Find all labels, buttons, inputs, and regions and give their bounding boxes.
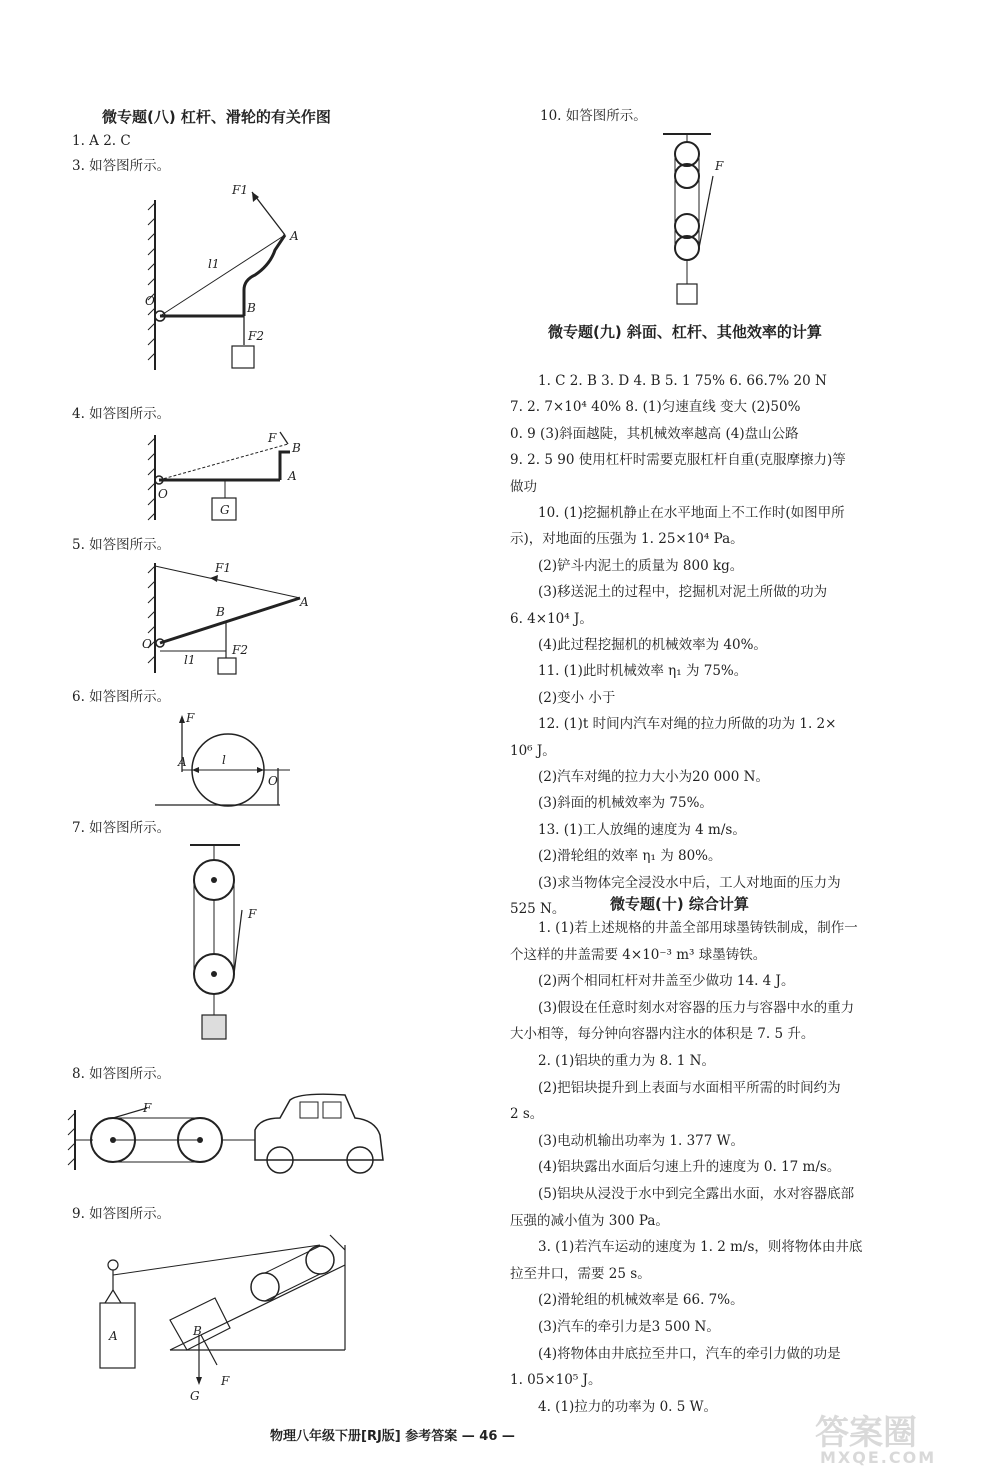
label-A: A: [288, 469, 297, 483]
answer-line: (2)铲斗内泥土的质量为 800 kg。: [538, 557, 744, 574]
answer-line: (2)滑轮组的机械效率是 66. 7%。: [538, 1292, 744, 1309]
answer-q1-2: 1. A 2. C: [72, 133, 131, 149]
answer-line: 12. (1)t 时间内汽车对绳的拉力所做的功为 1. 2×: [538, 716, 837, 733]
label-B: B: [193, 1324, 202, 1338]
answer-line: (4)铝块露出水面后匀速上升的速度为 0. 17 m/s。: [538, 1159, 841, 1176]
answer-line: 9. 2. 5 90 使用杠杆时需要克服杠杆自重(克服摩擦力)等: [510, 452, 846, 469]
label-F: F: [268, 431, 277, 445]
answer-line: 拉至井口，需要 25 s。: [510, 1265, 651, 1282]
answer-q5: 5. 如答图所示。: [72, 537, 171, 553]
answer-line: (5)铝块从浸没于水中到完全露出水面，水对容器底部: [538, 1186, 855, 1202]
answer-line: 示)，对地面的压强为 1. 25×10⁴ Pa。: [510, 531, 744, 548]
answer-line: 压强的减小值为 300 Pa。: [510, 1212, 669, 1229]
figure-q4-lever: [140, 430, 310, 534]
answer-line: 525 N。: [510, 901, 566, 917]
answer-line: 1. (1)若上述规格的井盖全部用球墨铸铁制成，制作一: [538, 920, 858, 936]
answer-line: 0. 9 (3)斜面越陡，其机械效率越高 (4)盘山公路: [510, 425, 799, 442]
answer-q6: 6. 如答图所示。: [72, 689, 171, 705]
label-F2: F2: [248, 329, 264, 343]
label-A: A: [300, 595, 309, 609]
watermark-logo: 答案圈: [815, 1413, 917, 1453]
section-heading-9: 微专题(九) 斜面、杠杆、其他效率的计算: [548, 323, 822, 341]
answer-line: 10⁶ J。: [510, 742, 556, 759]
label-B: B: [247, 301, 256, 315]
label-F: F: [186, 711, 195, 725]
label-O: O: [268, 774, 278, 788]
label-O: O: [142, 637, 152, 651]
page-footer: 物理八年级下册[RJ版] 参考答案 — 46 —: [270, 1429, 515, 1444]
label-F1: F1: [215, 561, 231, 575]
section-heading-8: 微专题(八) 杠杆、滑轮的有关作图: [102, 108, 331, 126]
label-G: G: [220, 503, 230, 517]
figure-q3-lever: [140, 180, 310, 404]
answer-line: (4)将物体由井底拉至井口，汽车的牵引力做的功是: [538, 1345, 841, 1362]
label-O: O: [145, 294, 155, 308]
answer-line: (3)求当物体完全浸没水中后，工人对地面的压力为: [538, 874, 841, 891]
answer-q7: 7. 如答图所示。: [72, 820, 171, 836]
answer-line: 1. C 2. B 3. D 4. B 5. 1 75% 6. 66.7% 20 N: [538, 373, 827, 389]
answer-line: 11. (1)此时机械效率 η₁ 为 75%。: [538, 663, 748, 680]
answer-line: 13. (1)工人放绳的速度为 4 m/s。: [538, 821, 746, 838]
label-F1: F1: [232, 183, 248, 197]
answer-q8: 8. 如答图所示。: [72, 1066, 171, 1082]
label-l1: l1: [184, 653, 196, 667]
label-B: B: [292, 441, 301, 455]
label-A: A: [290, 229, 299, 243]
label-G: G: [190, 1389, 200, 1403]
answer-line: (2)变小 小于: [538, 689, 616, 706]
label-F2: F2: [232, 643, 248, 657]
answer-line: (2)滑轮组的效率 η₁ 为 80%。: [538, 848, 722, 865]
answer-line: 个这样的井盖需要 4×10⁻³ m³ 球墨铸铁。: [510, 946, 767, 963]
section-heading-10: 微专题(十) 综合计算: [610, 895, 749, 913]
answer-line: 3. (1)若汽车运动的速度为 1. 2 m/s，则将物体由井底: [538, 1239, 863, 1256]
answer-line: 6. 4×10⁴ J。: [510, 610, 593, 627]
answer-line: (3)电动机输出功率为 1. 377 W。: [538, 1132, 745, 1149]
label-O: O: [158, 487, 168, 501]
watermark-url: MXQE.COM: [820, 1448, 937, 1467]
answer-q9: 9. 如答图所示。: [72, 1206, 171, 1222]
answer-line: 1. 05×10⁵ J。: [510, 1372, 602, 1389]
figure-q5-lever: [140, 558, 315, 687]
answer-line: 4. (1)拉力的功率为 0. 5 W。: [538, 1398, 718, 1415]
label-l: l: [222, 753, 226, 767]
answer-q10: 10. 如答图所示。: [540, 108, 647, 124]
answer-line: (3)假设在任意时刻水对容器的压力与容器中水的重力: [538, 999, 855, 1016]
figure-q8-car-pulley: [65, 1090, 395, 1184]
answer-line: (2)两个相同杠杆对井盖至少做功 14. 4 J。: [538, 973, 795, 990]
answer-line: 做功: [510, 478, 537, 495]
figure-q6-circle: [150, 710, 300, 814]
answer-line: 7. 2. 7×10⁴ 40% 8. (1)匀速直线 变大 (2)50%: [510, 399, 801, 416]
figure-q7-pulley: [180, 840, 280, 1059]
answer-line: 大小相等，每分钟向容器内注水的体积是 7. 5 升。: [510, 1026, 815, 1043]
answer-line: (3)移送泥土的过程中，挖掘机对泥土所做的功为: [538, 584, 828, 601]
answer-line: 10. (1)挖掘机静止在水平地面上不工作时(如图甲所: [538, 505, 845, 521]
answer-line: 2 s。: [510, 1106, 544, 1123]
figure-q10-pulley: [655, 126, 740, 315]
label-F: F: [715, 159, 724, 173]
figure-q9-incline: [95, 1225, 365, 1409]
label-F: F: [221, 1374, 230, 1388]
answer-line: (3)汽车的牵引力是3 500 N。: [538, 1319, 720, 1335]
label-A: A: [109, 1329, 118, 1343]
label-F: F: [143, 1101, 152, 1115]
answer-line: 2. (1)铝块的重力为 8. 1 N。: [538, 1053, 715, 1069]
label-A: A: [178, 755, 187, 769]
answer-line: (2)把铝块提升到上表面与水面相平所需的时间约为: [538, 1079, 841, 1096]
answer-q4: 4. 如答图所示。: [72, 406, 171, 422]
label-B: B: [216, 605, 225, 619]
answer-q3: 3. 如答图所示。: [72, 158, 171, 174]
answer-line: (3)斜面的机械效率为 75%。: [538, 795, 713, 812]
answer-line: (2)汽车对绳的拉力大小为20 000 N。: [538, 769, 769, 785]
answer-line: (4)此过程挖掘机的机械效率为 40%。: [538, 637, 767, 653]
label-l1: l1: [208, 257, 220, 271]
label-F: F: [248, 907, 257, 921]
